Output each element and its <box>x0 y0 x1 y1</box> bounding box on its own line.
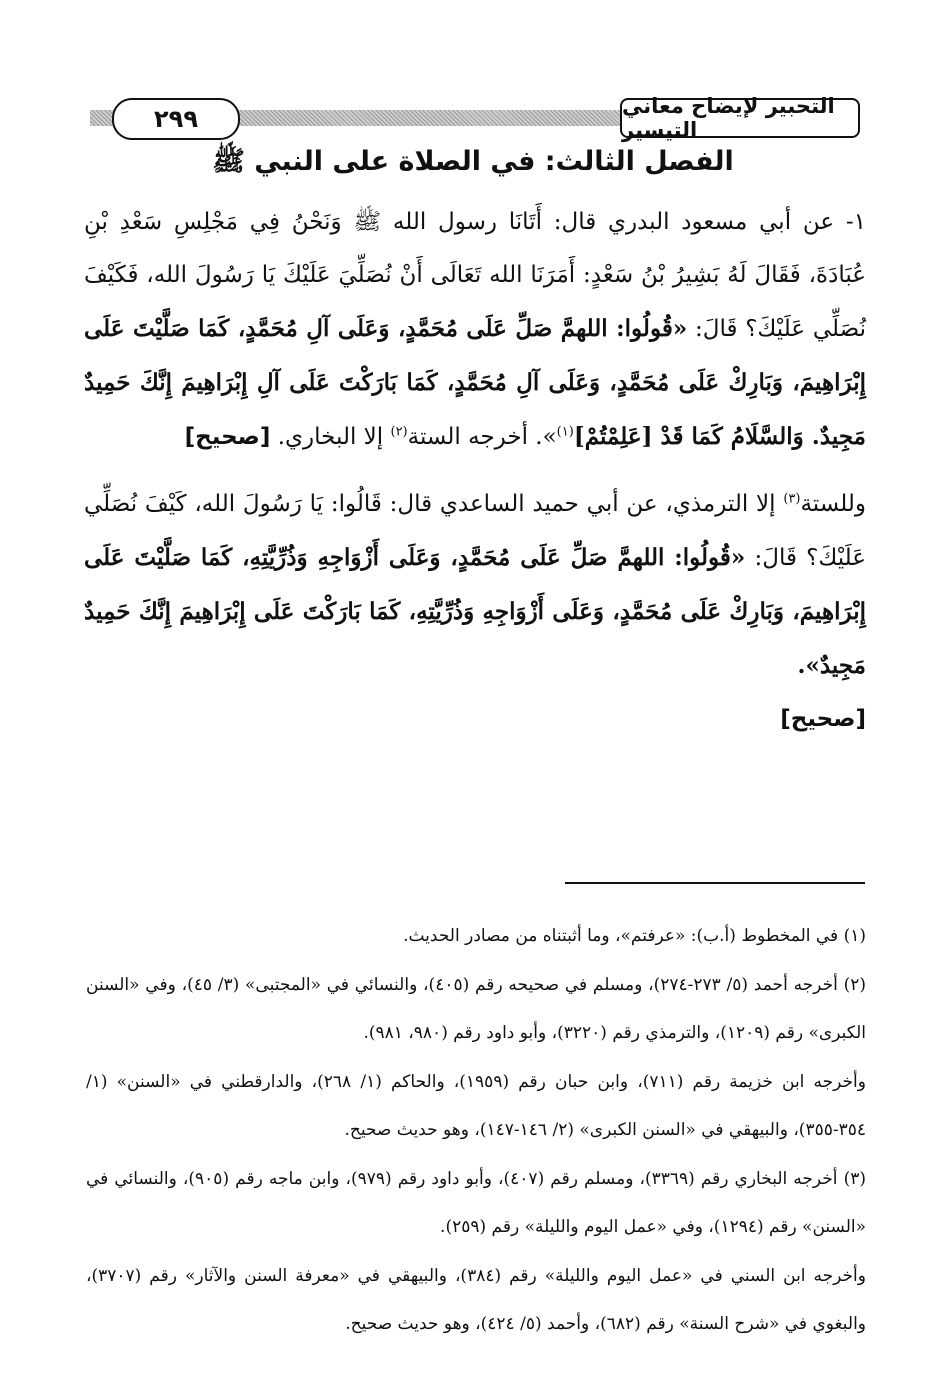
footnote-ref-2[interactable]: (٢) <box>390 424 408 440</box>
grade-label-2: [صحيح] <box>780 706 866 732</box>
p1-hadith: «قُولُوا: اللهمَّ صَلِّ عَلَى مُحَمَّدٍ، وَعَلَى آلِ مُحَمَّدٍ، كَمَا صَلَّيْتَ عَلَى إِبْرَاهِيمَ، وَبَارِكْ عَلَى مُحَمَّدٍ، وَعَلَى آلِ مُحَمَّدٍ، كَمَا بَارَكْتَ عَلَى آلِ إِبْرَاهِيمَ إِنَّكَ حَمِيدٌ مَجِيدٌ. وَالسَّلَامُ كَمَا قَدْ <box>84 315 866 450</box>
footnote-ref-1[interactable]: (١) <box>556 424 574 440</box>
footnote-divider <box>565 882 865 884</box>
page-header <box>90 94 860 142</box>
p1-intro: ١- عن أبي مسعود البدري قال: أَتَانَا رسول الله ﷺ وَنَحْنُ فِي مَجْلِسِ سَعْدِ بْنِ عُبَادَةَ، فَقَالَ لَهُ بَشِيرُ بْنُ سَعْدٍ: أَمَرَنَا الله تَعَالَى أَنْ نُصَلِّيَ عَلَيْكَ يَا رَسُولَ الله، فَكَيْفَ نُصَلِّي عَلَيْكَ؟ قَالَ: <box>84 209 866 342</box>
footnote-2-cont: وأخرجه ابن خزيمة رقم (٧١١)، وابن حبان رقم (١٩٥٩)، والحاكم (١/ ٢٦٨)، والدارقطني في «السنن» (١/ ٣٥٤-٣٥٥)، والبيهقي في «السنن الكبرى» (٢/ ١٤٦-١٤٧)، وهو حديث صحيح. <box>86 1071 866 1140</box>
footnotes <box>86 912 866 1349</box>
footnote-2: (٢) أخرجه أحمد (٥/ ٢٧٣-٢٧٤)، ومسلم في صحيحه رقم (٤٠٥)، والنسائي في «المجتبى» (٣/ ٤٥)، وفي «السنن الكبرى» رقم (١٢٠٩)، والترمذي رقم (٣٢٢٠)، وأبو داود رقم (٩٨٠، ٩٨١). <box>86 974 866 1043</box>
footnote-1: (١) في المخطوط (أ.ب): «عرفتم»، وما أثبتناه من مصادر الحديث. <box>403 926 866 946</box>
footnote-ref-3[interactable]: (٣) <box>783 491 801 507</box>
p2-hadith: «قُولُوا: اللهمَّ صَلِّ عَلَى مُحَمَّدٍ، وَعَلَى أَزْوَاجِهِ وَذُرِّيَّتِهِ، كَمَا صَلَّيْتَ عَلَى إِبْرَاهِيمَ، وَبَارِكْ عَلَى مُحَمَّدٍ، وَعَلَى أَزْوَاجِهِ وَذُرِّيَّتِهِ، كَمَا بَارَكْتَ عَلَى إِبْرَاهِيمَ إِنَّكَ حَمِيدٌ مَجِيدٌ». <box>84 544 866 679</box>
footnote-3-cont: وأخرجه ابن السني في «عمل اليوم والليلة» رقم (٣٨٤)، والبيهقي في «معرفة السنن والآثار» رقم (٣٧٠٧)، والبغوي في «شرح السنة» رقم (٦٨٢)، وأحمد (٥/ ٤٢٤)، وهو حديث صحيح. <box>86 1265 866 1334</box>
chapter-title: الفصل الثالث: في الصلاة على النبي ﷺ <box>212 146 734 177</box>
p2-intro2: إلا الترمذي، عن أبي حميد الساعدي قال: قَالُوا: يَا رَسُولَ الله، كَيْفَ نُصَلِّي عَلَيْكَ؟ قَالَ: <box>84 491 866 571</box>
p1-after2: إلا البخاري. <box>270 424 391 450</box>
grade-label-1: [صحيح] <box>184 424 271 450</box>
p2-intro: وللستة <box>800 491 866 517</box>
p1-after: ». أخرجه الستة <box>407 424 557 450</box>
page-number: ٢٩٩ <box>112 98 240 140</box>
p1-ending: [عَلِمْتُمْ] <box>573 423 661 450</box>
book-title: التحبير لإيضاح معاني التيسير <box>620 98 860 138</box>
footnote-3: (٣) أخرجه البخاري رقم (٣٣٦٩)، ومسلم رقم (٤٠٧)، وأبو داود رقم (٩٧٩)، وابن ماجه رقم (٩٠٥)، والنسائي في «السنن» رقم (١٢٩٤)، وفي «عمل اليوم والليلة» رقم (٢٥٩). <box>86 1168 866 1237</box>
hadith-paragraph-1 <box>84 196 866 464</box>
hadith-paragraph-2 <box>84 478 866 746</box>
